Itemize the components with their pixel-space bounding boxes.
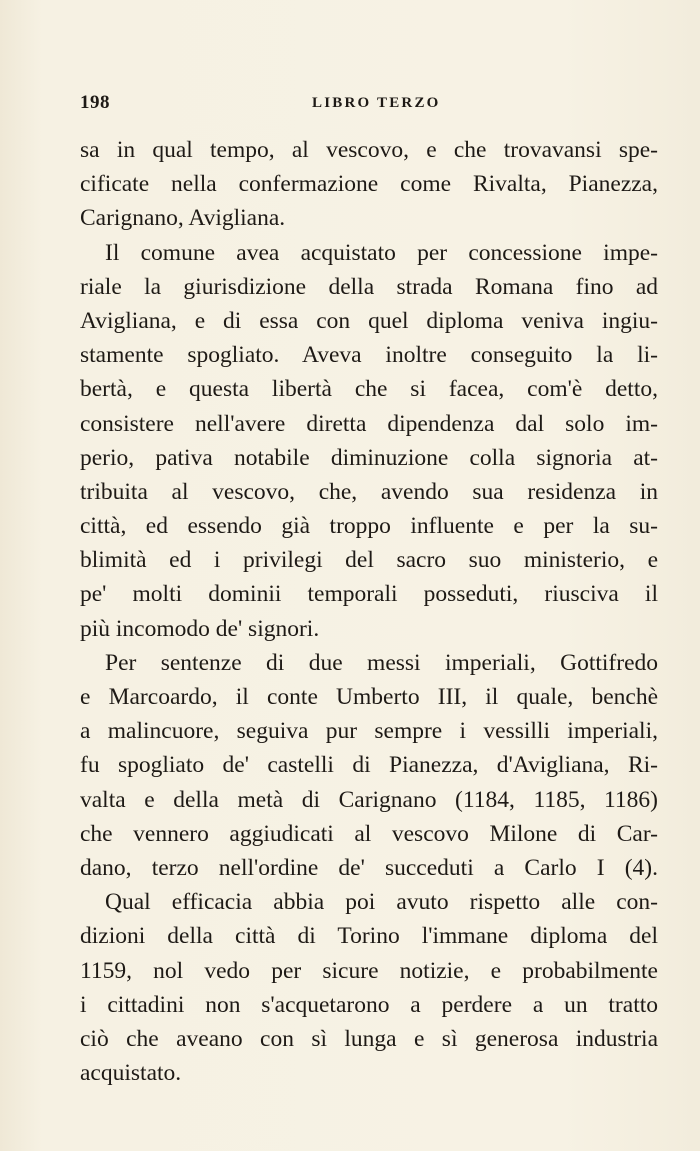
text-line: Qual efficacia abbia poi avuto rispetto alle con-	[105, 889, 658, 916]
text-line: più incomodo de' signori.	[80, 615, 320, 642]
text-line: sa in qual tempo, al vescovo, e che trovavansi spe-	[80, 137, 658, 163]
text-line: fu spogliato de' castelli di Pianezza, d'Avigliana, Ri-	[80, 752, 658, 779]
text-line: tribuita al vescovo, che, avendo sua residenza in	[80, 478, 658, 505]
text-line: blimità ed i privilegi del sacro suo ministerio, e	[80, 547, 658, 574]
text-line: città, ed essendo già troppo influente e per la su-	[80, 513, 658, 540]
text-line: a malincuore, seguiva pur sempre i vessilli imperiali,	[80, 718, 658, 745]
text-line: stamente spogliato. Aveva inoltre conseguito la li-	[80, 342, 658, 369]
text-line: acquistato.	[80, 1060, 182, 1087]
text-line: consistere nell'avere diretta dipendenza dal solo im-	[80, 410, 658, 437]
text-line: cificate nella confermazione come Rivalta, Pianezza,	[80, 171, 658, 198]
text-line: Avigliana, e di essa con quel diploma veniva ingiu-	[80, 307, 658, 334]
paragraph-3	[80, 646, 658, 885]
body-text	[80, 133, 658, 1090]
text-line: 1159, nol vedo per sicure notizie, e probabilmente	[80, 957, 658, 984]
text-line: Il comune avea acquistato per concessione impe-	[105, 239, 658, 266]
text-line: riale la giurisdizione della strada Romana fino ad	[80, 273, 658, 300]
page-number: 198	[80, 92, 110, 113]
text-line: dizioni della città di Torino l'immane diploma del	[80, 923, 658, 950]
text-line: valta e della metà di Carignano (1184, 1185, 1186)	[80, 786, 658, 813]
paragraph-4	[80, 885, 658, 1090]
text-line: ciò che aveano con sì lunga e sì generosa industria	[80, 1025, 658, 1052]
text-line: perio, pativa notabile diminuzione colla signoria at-	[80, 444, 658, 471]
text-line: i cittadini non s'acquetarono a perdere a un tratto	[80, 991, 658, 1018]
text-line: pe' molti dominii temporali posseduti, riusciva il	[80, 581, 658, 608]
text-line: bertà, e questa libertà che si facea, com'è detto,	[80, 376, 658, 403]
text-line: e Marcoardo, il conte Umberto III, il quale, benchè	[80, 684, 658, 710]
text-line: Carignano, Avigliana.	[80, 205, 286, 232]
book-title: LIBRO TERZO	[312, 95, 441, 111]
running-head	[80, 92, 658, 116]
paragraph-2	[80, 236, 658, 646]
text-line: dano, terzo nell'ordine de' succeduti a Carlo I (4).	[80, 854, 658, 881]
paragraph-1	[80, 133, 658, 236]
text-line: che vennero aggiudicati al vescovo Milone di Car-	[80, 820, 658, 847]
text-line: Per sentenze di due messi imperiali, Gottifredo	[105, 649, 658, 676]
